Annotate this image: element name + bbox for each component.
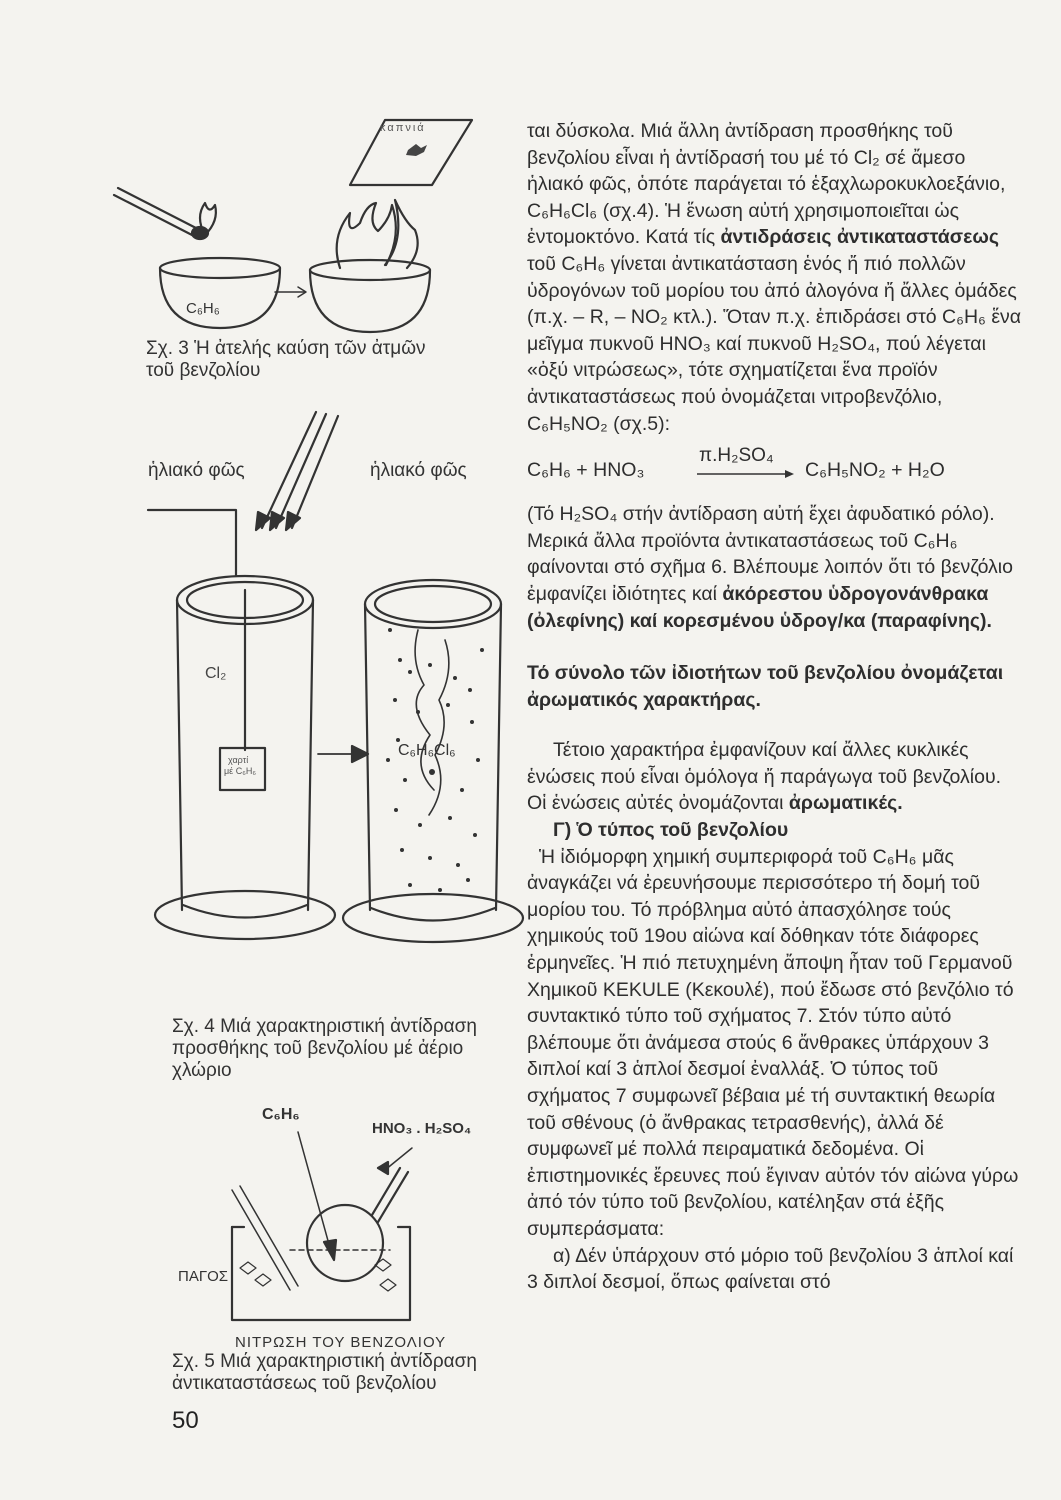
acids-label: HNO₃ . H₂SO₄ xyxy=(372,1120,472,1137)
equation-products: C₆H₅NO₂ + H₂O xyxy=(805,459,945,482)
nitration-apparatus xyxy=(232,1168,410,1320)
figure3-caption-line1: Σχ. 3 Ἡ ἀτελής καύση τῶν ἀτμῶν xyxy=(146,338,426,359)
paragraph-kekule: Ἡ ἰδιόμορφη χημική συμπεριφορά τοῦ C₆H₆ μᾶς ἀναγκάζει νά ἐρευνήσουμε περισσότερο τή δομή τοῦ μορίου του. Τό πρόβλημα αὐτό ἀπασχόλησε τούς χημικούς τοῦ 19ου αἰώνα καί δόθηκαν τότε διάφορες ἑρμηνεῖες. Ἡ πιό πετυχημένη ἄποψη ἦταν τοῦ Γερμανοῦ Χημικοῦ KEKULE (Κεκουλέ), πού ἔδωσε στό βενζόλιο τό συντακτικό τύπο τοῦ σχήματος 7. Στόν τύπο αὐτό βλέπουμε ὅτι ἀνάμεσα στούς 6 ἄνθρακες ὑπάρχουν 3 διπλοί καί 3 ἁπλοί δεσμοί ἐναλλάξ. Ὁ τύπος τοῦ σχήματος 7 συμφωνεῖ βέβαια μέ τή συντακτική θεωρία τοῦ σθένους (ὁ ἄνθρακας τετρασθενής), ἀλλά δέ συμφωνεῖ μέ πολλά πειραματικά δεδομένα. Οἱ ἐπιστημονικές ἔρευνες πού ἔγιναν αὐτόν τόν αἰώνα γύρω ἀπό τόν τύπο τοῦ βενζολίου, κατέληξαν στά ἑξῆς συμπεράσματα: xyxy=(527,845,1019,1240)
paragraph-conclusion: α) Δέν ὑπάρχουν στό μόριο τοῦ βενζολίου 3 ἁπλοί καί 3 διπλοί δεσμοί, ὅπως φαίνεται στό xyxy=(527,1244,1014,1294)
figure4-caption-line3: χλώριο xyxy=(172,1060,232,1081)
equation-reactants: C₆H₆ + HNO₃ xyxy=(527,459,645,482)
cylinder-right xyxy=(343,580,523,942)
arrow-icon xyxy=(275,287,306,297)
equation-arrow-icon xyxy=(697,469,795,479)
match-icon xyxy=(114,188,216,239)
chlorine-label: Cl₂ xyxy=(205,665,227,682)
aromatic-term: ἀρωματικές. xyxy=(788,792,903,815)
sunlight-arrows xyxy=(256,412,338,530)
figure5-caption-line1: Σχ. 5 Μιά χαρακτηριστική ἀντίδραση xyxy=(172,1351,477,1372)
body-text-column xyxy=(527,118,1022,1296)
process-label: ΝΙΤΡΩΣΗ ΤΟΥ ΒΕΝΖΟΛΙΟΥ xyxy=(235,1334,447,1351)
sunlight-label-right: ἡλιακό φῶς xyxy=(370,460,467,481)
paragraph-dehydration-text: (Τό H₂SO₄ στήν ἀντίδραση αὐτή ἔχει ἀφυδατικό ρόλο). Μερικά ἄλλα προϊόντα ἀντικαταστάσεως τοῦ C₆H₆ φαίνονται στό σχῆμα 6. Βλέπουμε λοιπόν ὅτι τό βενζόλιο ἐμφανίζει ἰδιότητες καί xyxy=(527,503,1013,605)
sunlight-label-left: ἡλιακό φῶς xyxy=(148,460,245,481)
smoke-label: καπνιά xyxy=(380,122,426,134)
crystal-dots xyxy=(386,628,484,892)
figure3-caption-line2: τοῦ βενζολίου xyxy=(146,360,261,381)
reagent-arrows xyxy=(298,1132,412,1260)
section-heading: Γ) Ὁ τύπος τοῦ βενζολίου xyxy=(553,819,789,842)
benzene-label: C₆H₆ xyxy=(262,1106,300,1123)
paragraph-aromatic xyxy=(527,737,1022,817)
dish-label: C₆H₆ xyxy=(186,300,220,317)
paragraph-aromatic-text: Τέτοιο χαρακτήρα ἐμφανίζουν καί ἄλλες κυκλικές ἑνώσεις πού εἶναι ὁμόλογα ἤ παράγωγα τοῦ βενζολίου. Οἱ ἑνώσεις αὐτές ὀνομάζονται xyxy=(527,739,1002,815)
product-label: C₆H₆Cl₆ xyxy=(398,742,456,759)
paper-label-line1: χαρτί xyxy=(228,755,249,765)
figure4-caption-line1: Σχ. 4 Μιά χαρακτηριστική ἀντίδραση xyxy=(172,1016,477,1037)
paragraph-addition xyxy=(527,118,1022,437)
reaction-arrow-icon xyxy=(318,746,368,762)
aromatic-definition: Τό σύνολο τῶν ἰδιοτήτων τοῦ βενζολίου ὀνομάζεται ἀρωματικός χαρακτήρας. xyxy=(527,662,1004,711)
chlorine-pipe xyxy=(148,510,245,750)
ice-label: ΠΑΓΟΣ xyxy=(178,1268,229,1285)
paragraph-substitution-text: τοῦ C₆H₆ γίνεται ἀντικατάσταση ἑνός ἤ πιό πολλῶν ὑδρογόνων τοῦ μορίου του ἀπό ἀλογόνα ἤ ἄλλες ὁμάδες (π.χ. – R, – NO₂ κτλ.). Ὅταν π.χ. ἐπιδράσει στό C₆H₆ ἕνα μεῖγμα πυκνοῦ HNO₃ καί πυκνοῦ H₂SO₄, πού λέγεται «ὀξύ νιτρώσεως», τότε σχηματίζεται ἕνα προϊόν ἀντικαταστάσεως πού ὀνομάζεται νιτροβενζόλιο, C₆H₅NO₂ (σχ.5): xyxy=(527,252,1022,435)
paper-label-line2: μέ C₆H₆ xyxy=(224,766,256,776)
paragraph-dehydration xyxy=(527,501,1022,634)
burning-dish xyxy=(310,200,430,332)
properties-term: ἀκόρεστου ὑδρογονάνθρακα (ὀλεφίνης) καί κορεσμένου ὑδρογ/κα (παραφίνης). xyxy=(527,582,992,632)
figure5-caption-line2: ἀντικαταστάσεως τοῦ βενζολίου xyxy=(172,1373,437,1394)
substitution-term: ἀντιδράσεις ἀντικαταστάσεως xyxy=(720,226,999,249)
figure4-caption-line2: προσθήκης τοῦ βενζολίου μέ ἀέριο xyxy=(172,1038,464,1059)
benzene-dish xyxy=(160,258,280,328)
page-number: 50 xyxy=(172,1407,199,1434)
equation-catalyst: π.H₂SO₄ xyxy=(699,445,774,467)
paragraph-addition-text: ται δύσκολα. Μιά ἄλλη ἀντίδραση προσθήκης τοῦ βενζολίου εἶναι ἡ ἀντίδρασή του μέ τό Cl₂ σέ ἄμεσο ἡλιακό φῶς, ὁπότε παράγεται τό ἑξαχλωροκυκλοεξάνιο, C₆H₆Cl₆ (σχ.4). Ἡ ἕνωση αὐτή χρησιμοποιεῖται ὡς ἐντομοκτόνο. Κατά τίς xyxy=(527,120,1006,249)
nitration-equation xyxy=(527,445,1022,485)
